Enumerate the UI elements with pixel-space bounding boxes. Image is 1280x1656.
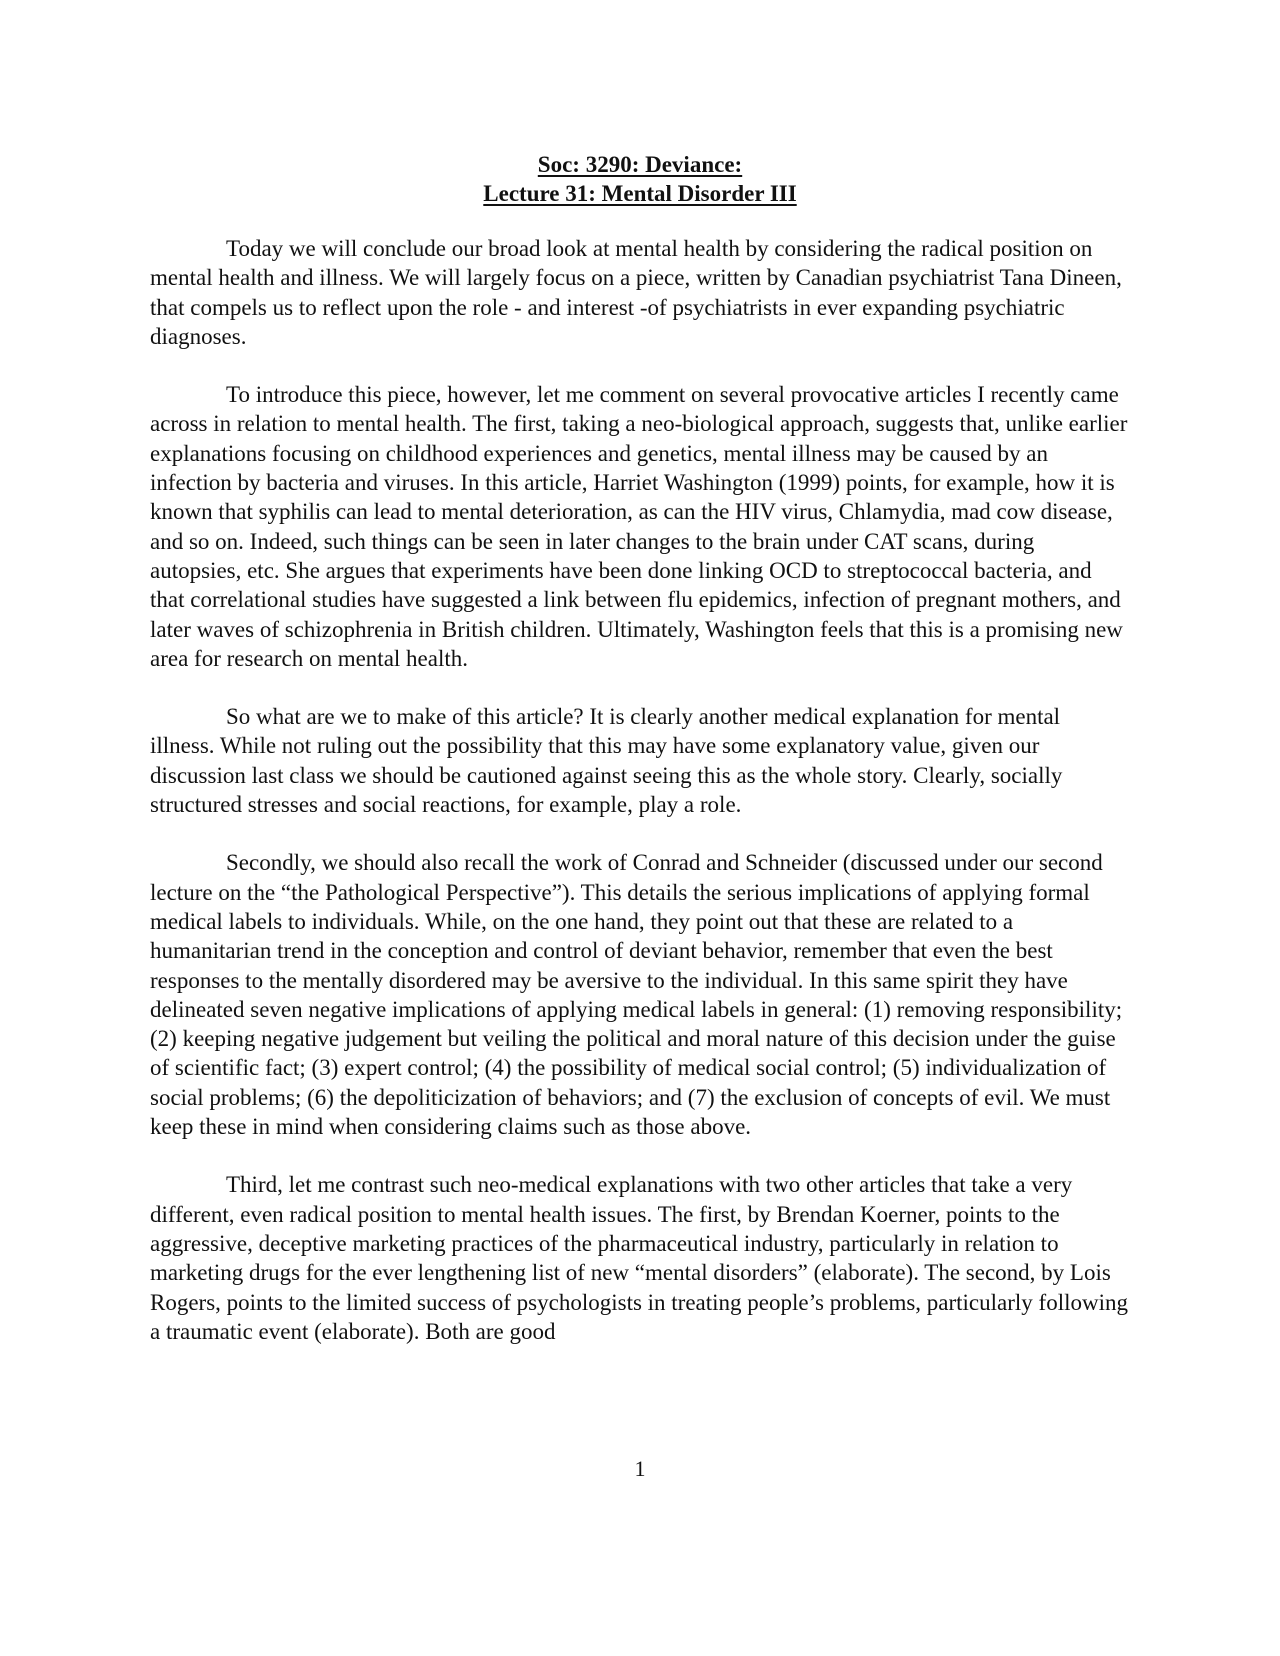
lecture-title: Lecture 31: Mental Disorder III (483, 181, 797, 206)
document-title (150, 150, 1130, 208)
document-page (150, 150, 1130, 1346)
paragraph-3: So what are we to make of this article? It is clearly another medical explanation for mental illness. While not ruling out the possibility that this may have some explanatory value, given our discussion last class we should be cautioned against seeing this as the whole story. Clearly, socially structured stresses and social reactions, for example, play a role. (150, 704, 1063, 818)
paragraph-2: To introduce this piece, however, let me comment on several provocative articles I recently came across in relation to mental health. The first, taking a neo-biological approach, suggests that, unlike earlier explanations focusing on childhood experiences and genetics, mental illness may be caused by an infection by bacteria and viruses. In this article, Harriet Washington (1999) points, for example, how it is known that syphilis can lead to mental deterioration, as can the HIV virus, Chlamydia, mad cow disease, and so on. Indeed, such things can be seen in later changes to the brain under CAT scans, during autopsies, etc. She argues that experiments have been done linking OCD to streptococcal bacteria, and that correlational studies have suggested a link between flu epidemics, infection of pregnant mothers, and later waves of schizophrenia in British children. Ultimately, Washington feels that this is a promising new area for research on mental health. (150, 382, 1128, 671)
course-title: Soc: 3290: Deviance: (537, 152, 743, 177)
page-number: 1 (634, 1456, 646, 1481)
paragraph-1: Today we will conclude our broad look at mental health by considering the radical position on mental health and illness. We will largely focus on a piece, written by Canadian psychiatrist Tana Dineen, that compels us to reflect upon the role - and interest -of psychiatrists in ever expanding psychiatric diagnoses. (150, 236, 1122, 349)
paragraph-4: Secondly, we should also recall the work of Conrad and Schneider (discussed under our second lecture on the “the Pathological Perspective”). This details the serious implications of applying formal medical labels to individuals. While, on the one hand, they point out that these are related to a humanitarian trend in the conception and control of deviant behavior, remember that even the best responses to the mentally disordered may be aversive to the individual. In this same spirit they have delineated seven negative implications of applying medical labels in general: (1) removing responsibility; (2) keeping negative judgement but veiling the political and moral nature of this decision under the guise of scientific fact; (3) expert control; (4) the possibility of medical social control; (5) individualization of social problems; (6) the depoliticization of behaviors; and (7) the exclusion of concepts of evil. We must keep these in mind when considering claims such as those above. (150, 850, 1123, 1140)
document-body (150, 234, 1130, 1346)
paragraph-5: Third, let me contrast such neo-medical explanations with two other articles that take a very different, even radical position to mental health issues. The first, by Brendan Koerner, points to the aggressive, deceptive marketing practices of the pharmaceutical industry, particularly in relation to marketing drugs for the ever lengthening list of new “mental disorders” (elaborate). The second, by Lois Rogers, points to the limited success of psychologists in treating people’s problems, particularly following a traumatic event (elaborate). Both are good (150, 1172, 1128, 1344)
